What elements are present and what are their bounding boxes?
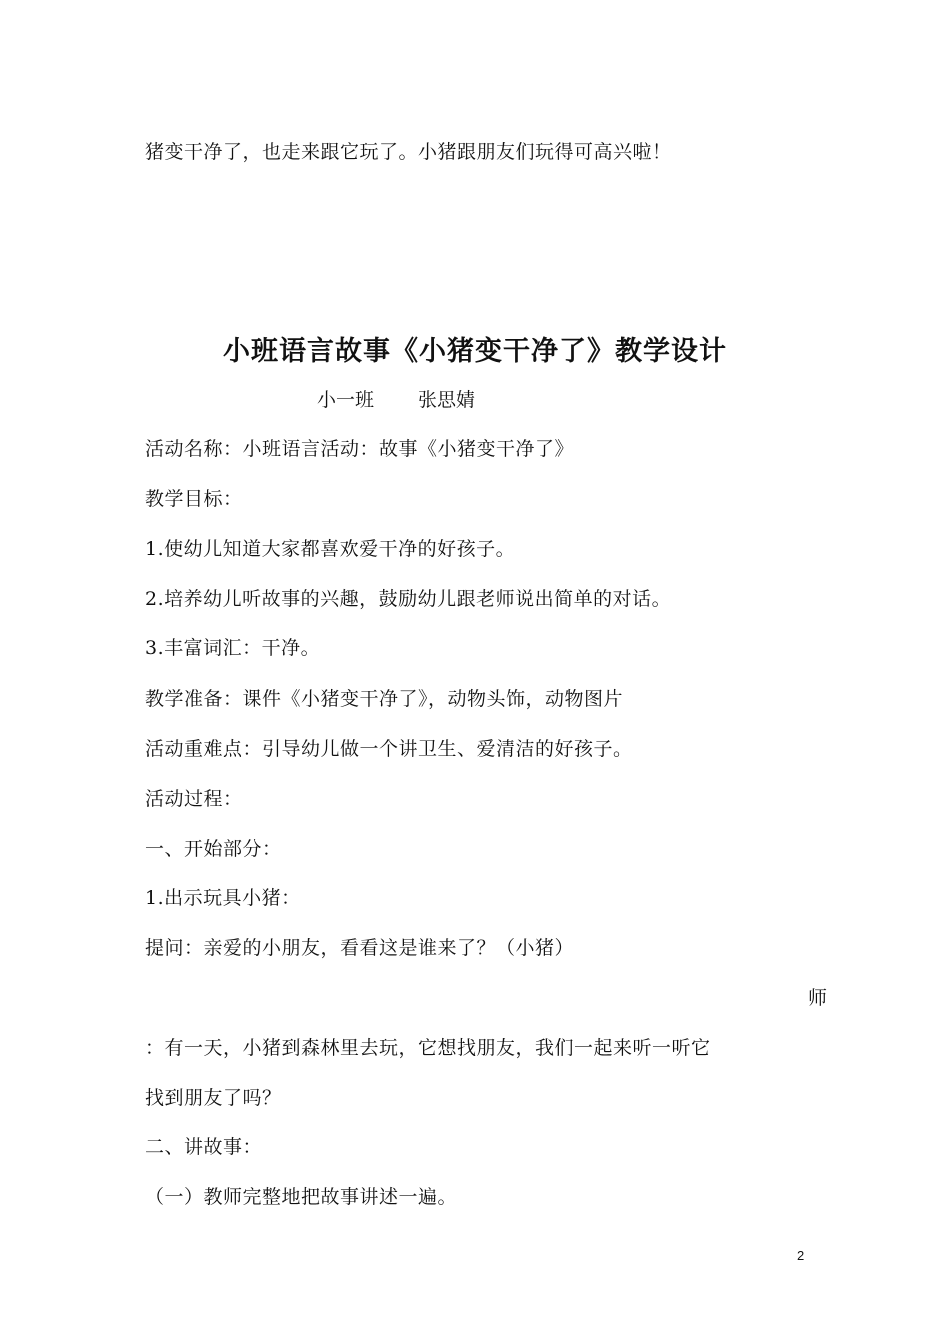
section-two-item-1: （一）教师完整地把故事讲述一遍。 xyxy=(145,1186,458,1208)
key-difficulty-line: 活动重难点：引导幼儿做一个讲卫生、爱清洁的好孩子。 xyxy=(145,738,633,760)
top-paragraph: 猪变干净了，也走来跟它玩了。小猪跟朋友们玩得可高兴啦！ xyxy=(145,141,672,163)
goal-item-2: 2.培养幼儿听故事的兴趣，鼓励幼儿跟老师说出简单的对话。 xyxy=(145,588,672,610)
teaching-goals-heading: 教学目标： xyxy=(145,488,243,510)
teacher-name: 张思婧 xyxy=(418,389,476,411)
document-title: 小班语言故事《小猪变干净了》教学设计 xyxy=(223,336,727,367)
teaching-preparation-line: 教学准备：课件《小猪变干净了》，动物头饰，动物图片 xyxy=(145,688,624,710)
goal-item-1: 1.使幼儿知道大家都喜欢爱干净的好孩子。 xyxy=(145,538,516,560)
teacher-speech-line-2: 找到朋友了吗？ xyxy=(145,1087,282,1109)
activity-process-heading: 活动过程： xyxy=(145,788,243,810)
goal-item-3: 3.丰富词汇：干净。 xyxy=(145,637,321,659)
page-number: 2 xyxy=(797,1248,805,1263)
section-one-item-1: 1.出示玩具小猪： xyxy=(145,887,301,909)
activity-name-line: 活动名称：小班语言活动：故事《小猪变干净了》 xyxy=(145,438,575,460)
teacher-marker: 师 xyxy=(808,987,828,1009)
question-line: 提问：亲爱的小朋友，看看这是谁来了？（小猪） xyxy=(145,937,575,959)
class-name: 小一班 xyxy=(317,389,375,411)
section-one-heading: 一、开始部分： xyxy=(145,838,282,860)
author-line xyxy=(317,387,475,413)
teacher-speech-line-1: ：有一天，小猪到森林里去玩，它想找朋友，我们一起来听一听它 xyxy=(145,1037,711,1059)
section-two-heading: 二、讲故事： xyxy=(145,1136,263,1158)
